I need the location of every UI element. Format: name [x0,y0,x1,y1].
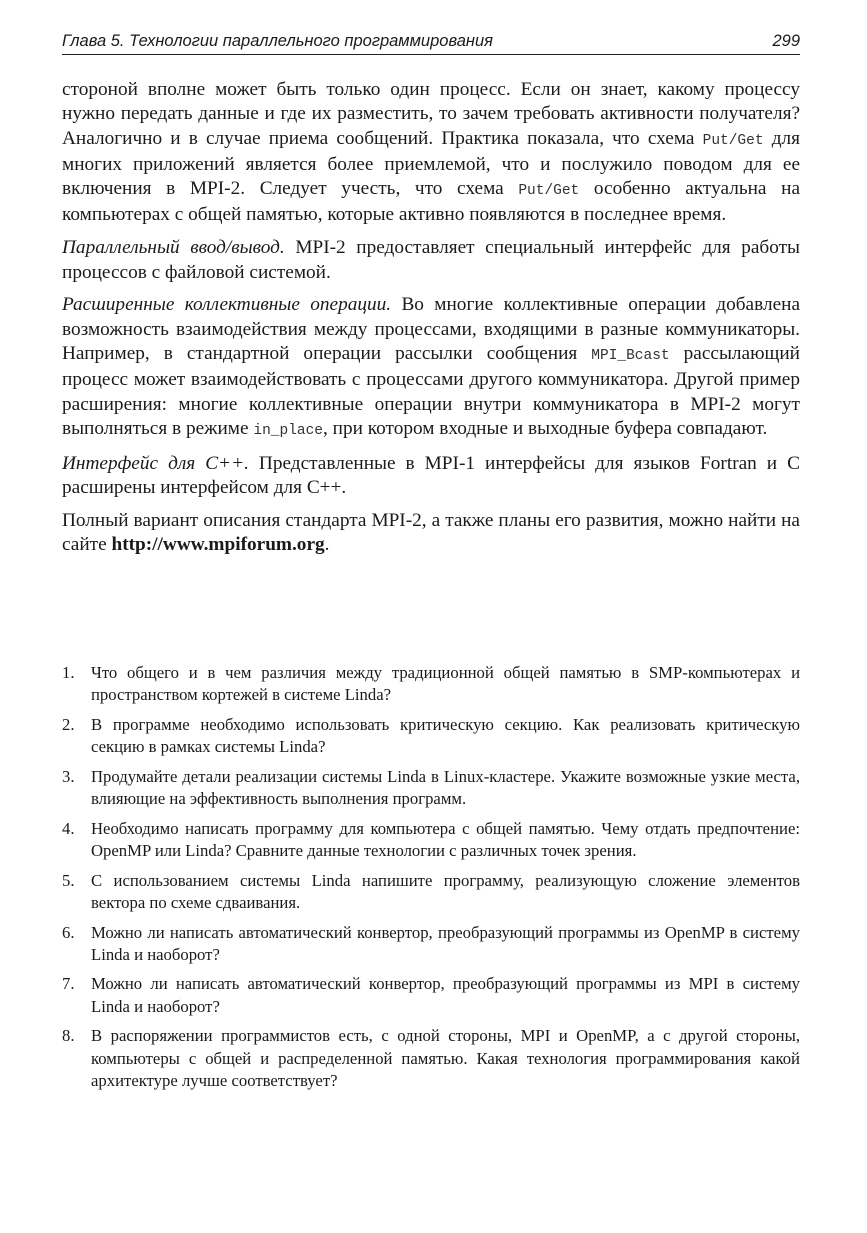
question-number: 5. [62,870,75,890]
question-number: 8. [62,1026,75,1046]
question-text: Можно ли написать автоматический конвертор, преобразующий программы из MPI в систему Linda и наоборот? [91,974,800,1016]
term-parallel-io: Параллельный ввод/вывод. [62,237,285,259]
question-text: В программе необходимо использовать критическую секцию. Как реализовать критическую секцию в рамках системы Linda? [91,714,800,757]
text-fragment: Во многие коллективные операции добавлена возможность взаимодействия между процессами, входящими в разные коммуникаторы. Например, в стандартной операции рассылки сообщения [62,294,800,364]
running-header [62,30,800,55]
page-number: 299 [772,32,800,50]
question-number: 1. [62,663,75,682]
question-item [62,662,800,706]
question-item [62,922,800,966]
code-mpi-bcast: MPI_Bcast [591,347,670,364]
question-item [62,714,800,758]
question-item [62,973,800,1017]
question-text: Необходимо написать программу для компьютера с общей памятью. Чему отдать предпочтение: OpenMP или Linda? Сравните данные технологии с различных точек зрения. [91,818,800,860]
text-fragment: Полный вариант описания стандарта MPI-2, а также планы его развития, можно найти на сайте [62,509,800,556]
text-fragment: . [324,534,330,556]
question-number: 2. [62,714,75,734]
text-fragment: стороной вполне может быть только один процесс. Если он знает, какому процессу нужно передать данные и где их разместить, то зачем требовать активности получателя? Аналогично и в случае приема сообщений. Практика показала, что схема [62,79,800,149]
mpiforum-link[interactable]: http://www.mpiforum.org [111,534,325,556]
question-item [62,870,800,914]
question-item [62,818,800,862]
text-fragment: особенно актуальна на компьютерах с общей памятью, которые активно появляются в последнее время. [62,178,801,226]
term-cpp-interface: Интерфейс для C++. [62,452,249,474]
text-fragment: рассылающий процесс может взаимодействовать с процессами другого коммуникатора. Другой пример расширения: многие коллективные операции внутри коммуникатора в MPI-2 могут выполняться в режиме [62,342,800,439]
text-fragment: , при котором входные и выходные буфера совпадают. [323,417,768,439]
question-text: Продумайте детали реализации системы Linda в Linux-кластере. Укажите возможные узкие места, влияющие на эффективность выполнения программ. [91,766,800,809]
review-questions-list [62,662,800,1099]
main-text [62,78,800,566]
text-fragment: MPI-2 предоставляет специальный интерфейс для работы процессов с файловой системой. [62,237,800,283]
chapter-title: Глава 5. Технологии параллельного программирования [62,32,493,50]
question-item [62,766,800,810]
question-text: Можно ли написать автоматический конвертор, преобразующий программы из OpenMP в систему Linda и наоборот? [91,922,800,964]
question-number: 3. [62,766,75,786]
question-text: В распоряжении программистов есть, с одной стороны, MPI и OpenMP, а с другой стороны, компьютеры с общей и распределенной памятью. Какая технология программирования какой архитектуре лучше соответствует? [91,1026,800,1090]
question-text: Что общего и в чем различия между традиционной общей памятью в SMP-компьютерах и пространством кортежей в системе Linda? [91,663,800,705]
paragraph-cpp-interface [62,452,800,501]
question-text: С использованием системы Linda напишите программу, реализующую сложение элементов вектора по схеме сдваивания. [91,870,800,912]
question-number: 4. [62,818,75,838]
code-in-place: in_place [253,422,324,439]
paragraph-collective-ops [62,293,800,443]
question-number: 6. [62,922,75,942]
text-fragment: Представленные в MPI-1 интерфейсы для языков Fortran и C расширены интерфейсом для C++. [62,452,800,498]
paragraph-parallel-io [62,236,800,285]
paragraph-put-get [62,78,800,228]
text-fragment: для многих приложений является более приемлемой, что и послужило поводом для ее включения в MPI-2. Следует учесть, что схема [62,127,800,200]
code-put-get: Put/Get [702,132,764,149]
code-put-get: Put/Get [518,183,580,200]
question-number: 7. [62,974,75,994]
paragraph-mpi-forum [62,509,800,558]
question-item [62,1025,800,1092]
term-collective-ops: Расширенные коллективные операции. [62,294,392,316]
